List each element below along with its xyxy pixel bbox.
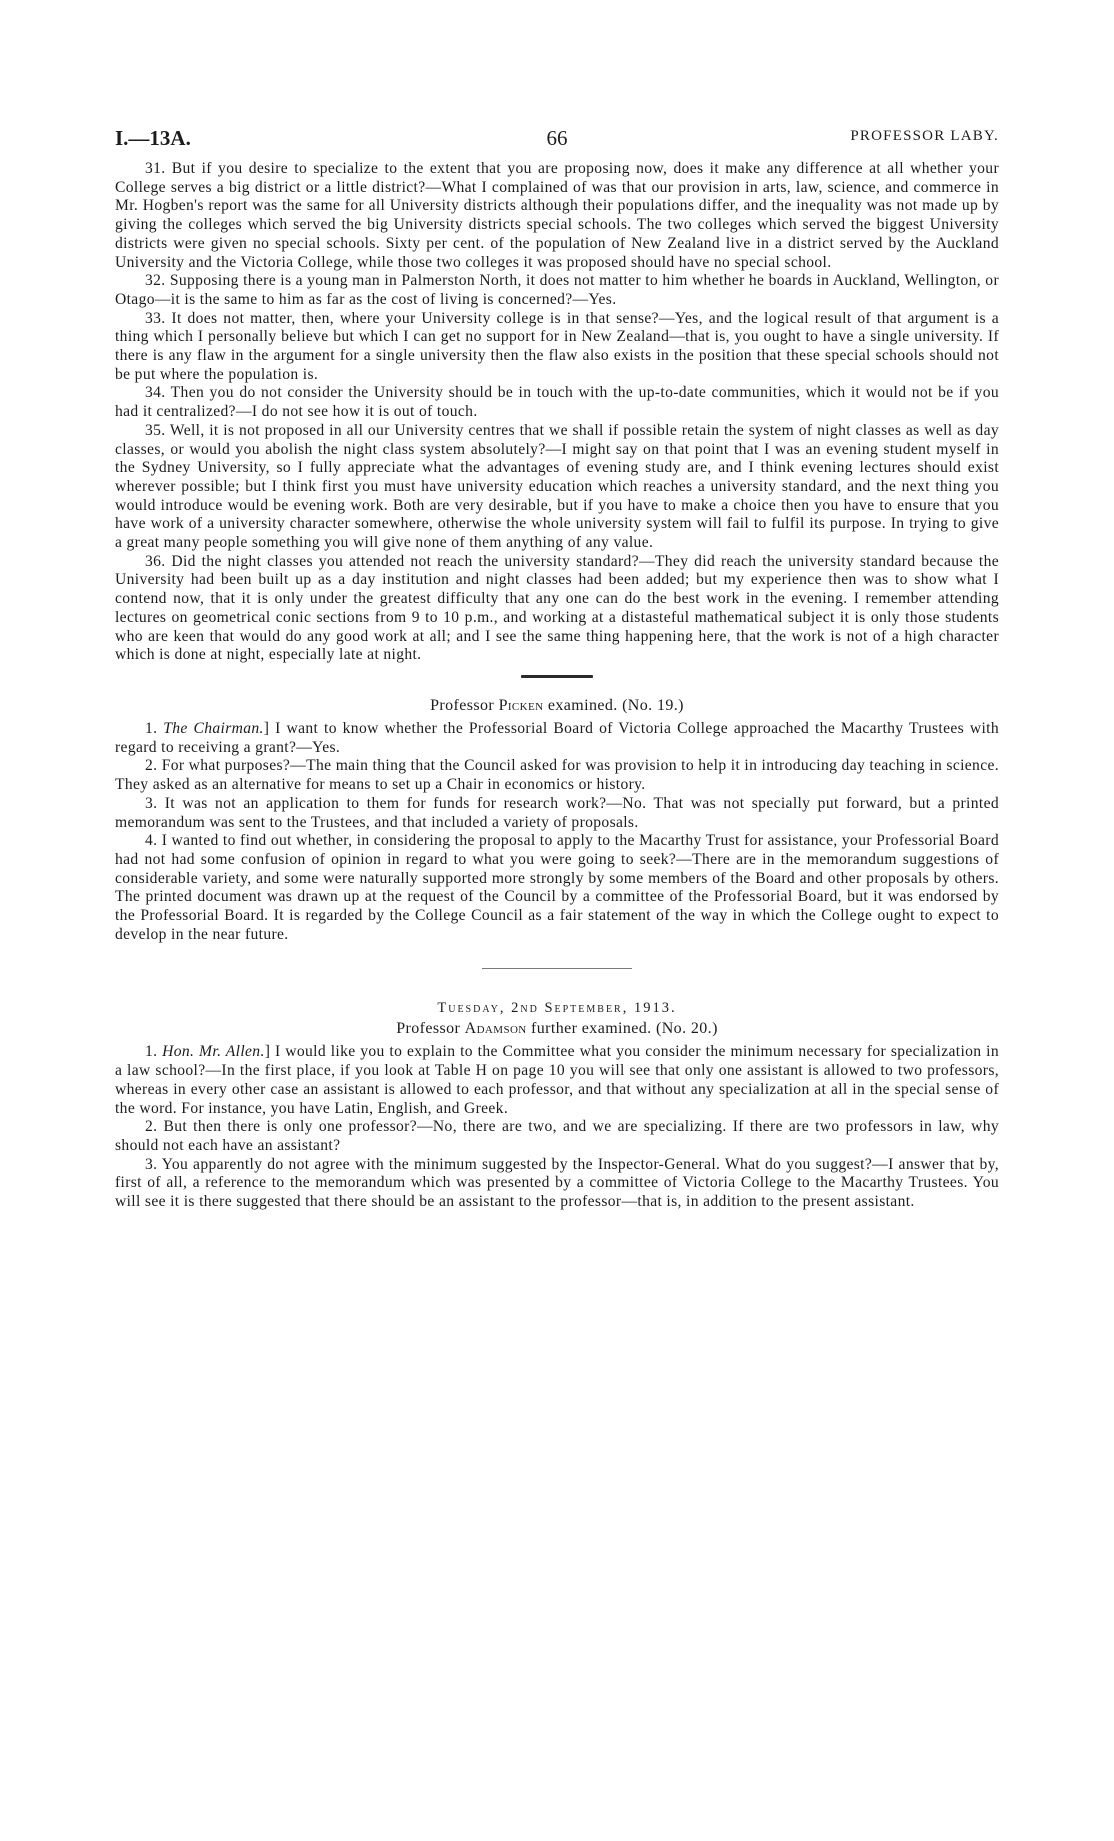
paragraph-text: Well, it is not proposed in all our University centres that we shall if possible retain the system of night classes as well as day classes, or would you abolish the night class system absolutely?—I might say on that point that I was an evening student myself in the Sydney University, so I fully appreciate what the advantages of evening study are, and I think evening lectures should exist wherever possible; but I think first you must have university education which reaches a university standard, and the next thing you would introduce would be evening work. Both are very desirable, but if you have to make a choice then you have to ensure that you have work of a university character somewhere, otherwise the whole university system will fail to fulfil its purpose. In trying to give a great many people something you will give none of them anything of any value.: [115, 421, 1000, 552]
testimony-block-picken: [115, 720, 999, 944]
question-number: 35.: [145, 421, 166, 439]
paragraph-text: ] I want to know whether the Professorial Board of Victoria College approached the Macarthy Trustees with regard to receiving a grant?—Yes.: [115, 719, 999, 756]
sitting-date: Tuesday, 2nd September, 1913.: [437, 1000, 677, 1017]
witness-name: Adamson: [464, 1020, 527, 1038]
paragraph-32: [115, 272, 999, 309]
section-heading-adamson: [115, 1019, 999, 1039]
question-number: 31.: [145, 160, 166, 177]
paragraph-text: But then there is only one professor?—No, there are two, and we are specializing. If there are two professors in law, why should not each have an assistant?: [115, 1118, 1000, 1154]
running-head: PROFESSOR LABY.: [850, 128, 999, 144]
question-number: 4.: [145, 832, 158, 850]
question-number: 2.: [145, 757, 158, 775]
paragraph-text: You apparently do not agree with the minimum suggested by the Inspector-General. What do you suggest?—I answer that by, first of all, a reference to the memorandum which was presented by a committee of Victoria College to the Macarthy Trustees. You will see it is there suggested that there should be an assistant to the professor—that is, in addition to the present assistant.: [115, 1155, 999, 1211]
document-reference: I.—13A.: [115, 126, 191, 150]
paragraph-35: [115, 422, 999, 553]
paragraph-text: But if you desire to specialize to the extent that you are proposing now, does it make any difference at all whether your College serves a big district or a little district?—What I complained of was that our provision in arts, law, science, and commerce in Mr. Hogben's report was the same for all University districts although their populations differ, and the inequality was not made up by giving the colleges which served the big University districts special schools. The two colleges which served the biggest University districts were given no special schools. Sixty per cent. of the population of New Zealand live in a district served by the Auckland University and the Victoria College, while those two colleges it was proposed should have no special school.: [115, 160, 1000, 271]
testimony-block-adamson: [115, 1043, 999, 1211]
document-page: [115, 126, 999, 1212]
heading-prefix: Professor: [396, 1020, 465, 1038]
speaker-name: Hon. Mr. Allen.: [162, 1043, 265, 1061]
heading-prefix: Professor: [430, 696, 499, 714]
paragraph-3: [115, 795, 999, 832]
paragraph-1: [115, 1043, 999, 1118]
testimony-block-laby: [115, 160, 999, 665]
paragraph-text: For what purposes?—The main thing that the Council asked for was provision to help it in introducing day teaching in science. They asked as an alternative for means to set up a Chair in economics or history.: [115, 757, 999, 794]
paragraph-text: ] I would like you to explain to the Committee what you consider the minimum necessary for specialization in a law school?—In the first place, if you look at Table H on page 10 you will see that only one assistant is allowed to two professors, whereas in every other case an assistant is allowed to each professor, and that without any specialization at all in the special sense of the word. For instance, you have Latin, English, and Greek.: [115, 1043, 1000, 1117]
section-heading-picken: [115, 696, 999, 716]
question-number: 33.: [145, 309, 166, 327]
paragraph-2: [115, 1118, 999, 1155]
question-number: 36.: [145, 552, 166, 570]
paragraph-2: [115, 757, 999, 794]
paragraph-34: [115, 384, 999, 421]
paragraph-text: It was not an application to them for funds for research work?—No. That was not specially put forward, but a printed memorandum was sent to the Trustees, and that included a variety of proposals.: [115, 794, 999, 831]
paragraph-3: [115, 1156, 999, 1212]
section-divider: [521, 675, 593, 678]
paragraph-text: Then you do not consider the University should be in touch with the up-to-date communities, which it would not be if you had it centralized?—I do not see how it is out of touch.: [115, 384, 999, 421]
question-number: 32.: [145, 272, 166, 290]
page-header: [115, 126, 999, 160]
paragraph-text: I wanted to find out whether, in considering the proposal to apply to the Macarthy Trust for assistance, your Professorial Board had not had some confusion of opinion in regard to what you were going to seek?—There are in the memorandum suggestions of considerable variety, and some were naturally supported more strongly by some members of the Board and other proposals by others. The printed document was drawn up at the request of the Council by a committee of the Professorial Board, but it was endorsed by the Professorial Board. It is regarded by the College Council as a fair statement of the way in which the College ought to expect to develop in the near future.: [115, 832, 999, 943]
witness-name: Picken: [498, 696, 544, 714]
speaker-name: The Chairman.: [163, 719, 264, 737]
paragraph-text: It does not matter, then, where your University college is in that sense?—Yes, and the logical result of that argument is a thing which I personally believe but which I can get no support for in New Zealand—that is, you ought to have a single university. If there is any flaw in the argument for a single university then the flaw also exists in the position that these special schools should not be put where the population is.: [115, 309, 1000, 383]
paragraph-33: [115, 310, 999, 385]
question-number: 3.: [145, 794, 158, 812]
section-divider: [482, 968, 632, 969]
heading-suffix: further examined. (No. 20.): [526, 1020, 718, 1038]
question-number: 3.: [145, 1155, 158, 1173]
paragraph-1: [115, 720, 999, 757]
question-number: 1.: [145, 719, 158, 737]
heading-suffix: examined. (No. 19.): [543, 696, 684, 714]
paragraph-text: Supposing there is a young man in Palmerston North, it does not matter to him whether he boards in Auckland, Wellington, or Otago—it is the same to him as far as the cost of living is concerned?—Yes.: [115, 272, 999, 308]
paragraph-text: Did the night classes you attended not reach the university standard?—They did reach the university standard because the University had been built up as a day institution and night classes had been added; but my experience then was to show what I contend now, that it is only under the greatest difficulty that any one can do the best work in the evening. I remember attending lectures on geometrical conic sections from 9 to 10 p.m., and working at a distasteful mathematical subject it is only those students who are keen that would do any good work at all; and I see the same thing happening here, that the work is not of a high character which is done at night, especially late at night.: [115, 552, 999, 664]
question-number: 2.: [145, 1118, 158, 1136]
question-number: 1.: [145, 1043, 158, 1061]
paragraph-31: [115, 160, 999, 272]
question-number: 34.: [145, 384, 166, 402]
page-number: 66: [546, 126, 568, 150]
paragraph-36: [115, 553, 999, 665]
paragraph-4: [115, 832, 999, 944]
